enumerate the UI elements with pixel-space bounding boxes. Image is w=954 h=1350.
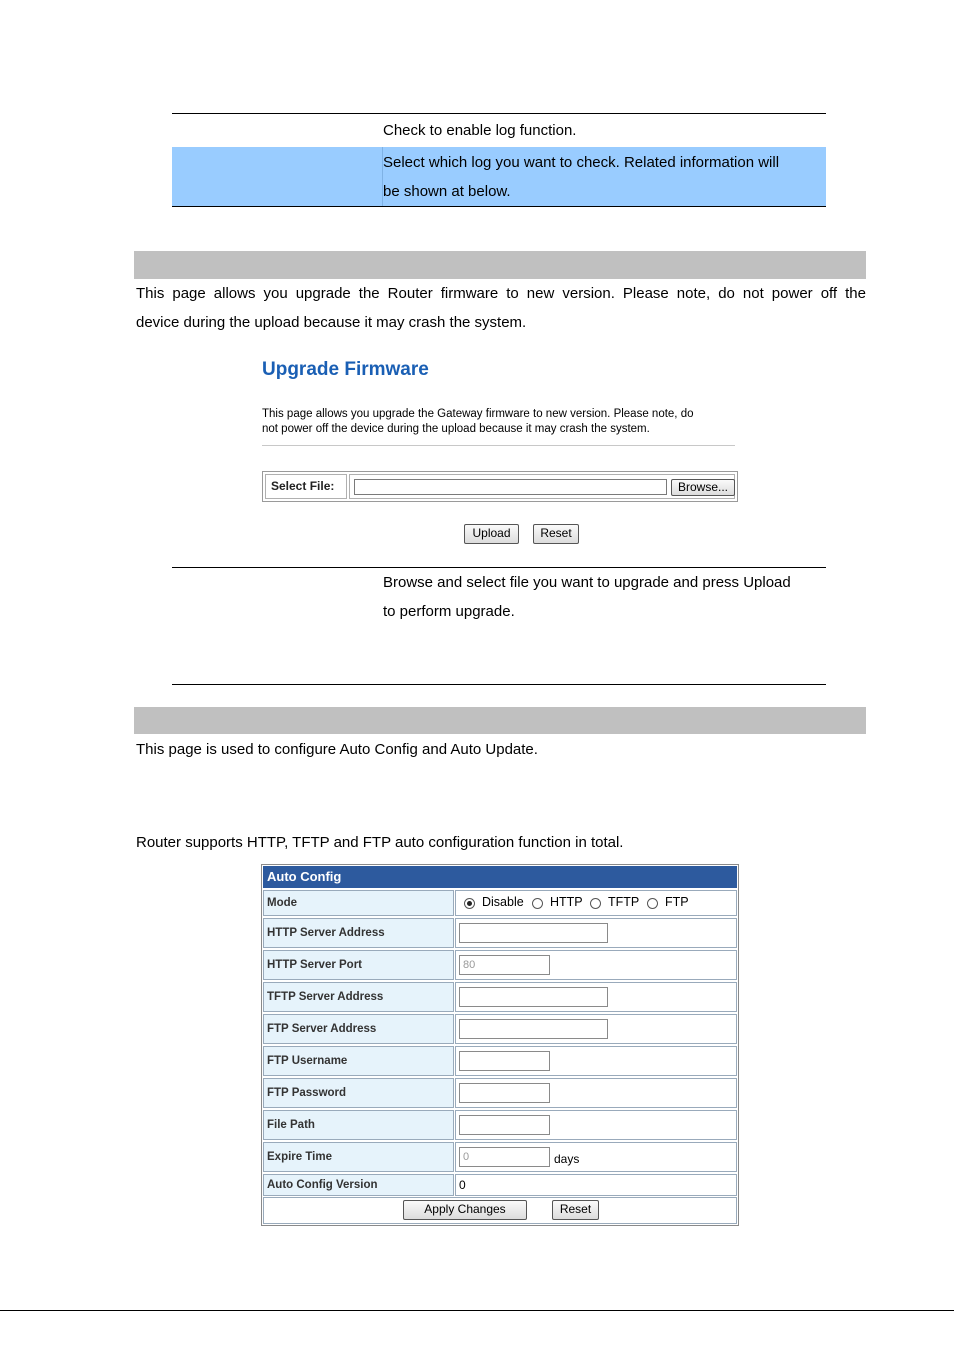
mode-label: Mode [263, 890, 454, 916]
select-file-label: Select File: [265, 474, 347, 499]
section-heading-bar-autoconfig [134, 707, 866, 734]
ftp-username-input[interactable] [459, 1051, 550, 1071]
version-row [263, 1174, 737, 1196]
auto-config-panel [261, 864, 739, 1226]
autoconfig-reset-button[interactable]: Reset [552, 1200, 599, 1220]
upgrade-desc-line2: not power off the device during the upload because it may crash the system. [262, 423, 650, 435]
expire-time-unit: days [554, 1152, 580, 1166]
ftp-server-address-cell [455, 1014, 737, 1044]
ftp-server-address-input[interactable] [459, 1019, 608, 1039]
ftp-username-label: FTP Username [263, 1046, 454, 1076]
browse-button[interactable]: Browse... [671, 479, 735, 496]
version-value: 0 [459, 1178, 466, 1192]
autoconfig-intro: This page is used to configure Auto Config and Auto Update. [136, 741, 538, 758]
footer-rule [0, 1310, 954, 1311]
log-select-description-line2: be shown at below. [383, 183, 511, 200]
mode-option-http: HTTP [550, 895, 583, 909]
firmware-table-bottom-rule [172, 684, 826, 685]
firmware-table-desc-line2: to perform upgrade. [383, 603, 515, 620]
ftp-password-cell [455, 1078, 737, 1108]
mode-radio-tftp[interactable] [590, 898, 601, 909]
table-top-rule [172, 113, 826, 114]
firmware-table-desc-line1: Browse and select file you want to upgrade and press Upload [383, 574, 791, 591]
tftp-server-address-cell [455, 982, 737, 1012]
version-cell [455, 1174, 737, 1196]
http-server-address-label: HTTP Server Address [263, 918, 454, 948]
table-bottom-rule [172, 206, 826, 207]
select-file-cell [349, 474, 735, 499]
ftp-username-cell [455, 1046, 737, 1076]
apply-changes-button[interactable]: Apply Changes [403, 1200, 527, 1220]
expire-time-cell [455, 1142, 737, 1172]
autoconfig-support-note: Router supports HTTP, TFTP and FTP auto configuration function in total. [136, 834, 624, 851]
http-server-address-row [263, 918, 737, 948]
http-server-address-cell [455, 918, 737, 948]
file-path-row [263, 1110, 737, 1140]
file-path-label: File Path [263, 1110, 454, 1140]
mode-radio-disable[interactable] [464, 898, 475, 909]
expire-time-row [263, 1142, 737, 1172]
tftp-server-address-row [263, 982, 737, 1012]
select-file-table [262, 471, 738, 502]
http-server-port-input[interactable]: 80 [459, 955, 550, 975]
upgrade-desc-line1: This page allows you upgrade the Gateway firmware to new version. Please note, do [262, 408, 694, 420]
mode-option-tftp: TFTP [608, 895, 640, 909]
mode-options [455, 890, 737, 916]
ftp-password-row [263, 1078, 737, 1108]
file-path-field[interactable] [459, 1115, 550, 1135]
mode-option-ftp: FTP [665, 895, 689, 909]
http-server-port-row [263, 950, 737, 980]
expire-time-label: Expire Time [263, 1142, 454, 1172]
http-server-address-input[interactable] [459, 923, 608, 943]
http-server-port-label: HTTP Server Port [263, 950, 454, 980]
ftp-server-address-row [263, 1014, 737, 1044]
upgrade-firmware-description [262, 407, 742, 437]
file-path-input[interactable] [354, 479, 667, 495]
ftp-password-label: FTP Password [263, 1078, 454, 1108]
ftp-username-row [263, 1046, 737, 1076]
log-enable-description: Check to enable log function. [383, 122, 577, 139]
upload-button[interactable]: Upload [464, 524, 519, 544]
file-path-cell [455, 1110, 737, 1140]
ftp-password-input[interactable] [459, 1083, 550, 1103]
action-buttons-row [263, 1197, 737, 1224]
mode-row [263, 890, 737, 916]
version-label: Auto Config Version [263, 1174, 454, 1196]
firmware-reset-button[interactable]: Reset [533, 524, 579, 544]
ftp-server-address-label: FTP Server Address [263, 1014, 454, 1044]
http-server-port-cell [455, 950, 737, 980]
mode-option-disable: Disable [482, 895, 524, 909]
section-heading-bar-firmware [134, 251, 866, 279]
tftp-server-address-label: TFTP Server Address [263, 982, 454, 1012]
expire-time-input[interactable]: 0 [459, 1147, 550, 1167]
upgrade-separator [262, 445, 735, 446]
auto-config-header: Auto Config [263, 866, 737, 888]
firmware-intro-line2: device during the upload because it may crash the system. [136, 314, 527, 331]
mode-radio-http[interactable] [532, 898, 543, 909]
firmware-intro-line1: This page allows you upgrade the Router firmware to new version. Please note, do not power off the [136, 285, 866, 302]
log-select-description-line1: Select which log you want to check. Related information will [383, 154, 780, 171]
mode-radio-ftp[interactable] [647, 898, 658, 909]
tftp-server-address-input[interactable] [459, 987, 608, 1007]
upgrade-firmware-title: Upgrade Firmware [262, 359, 429, 380]
